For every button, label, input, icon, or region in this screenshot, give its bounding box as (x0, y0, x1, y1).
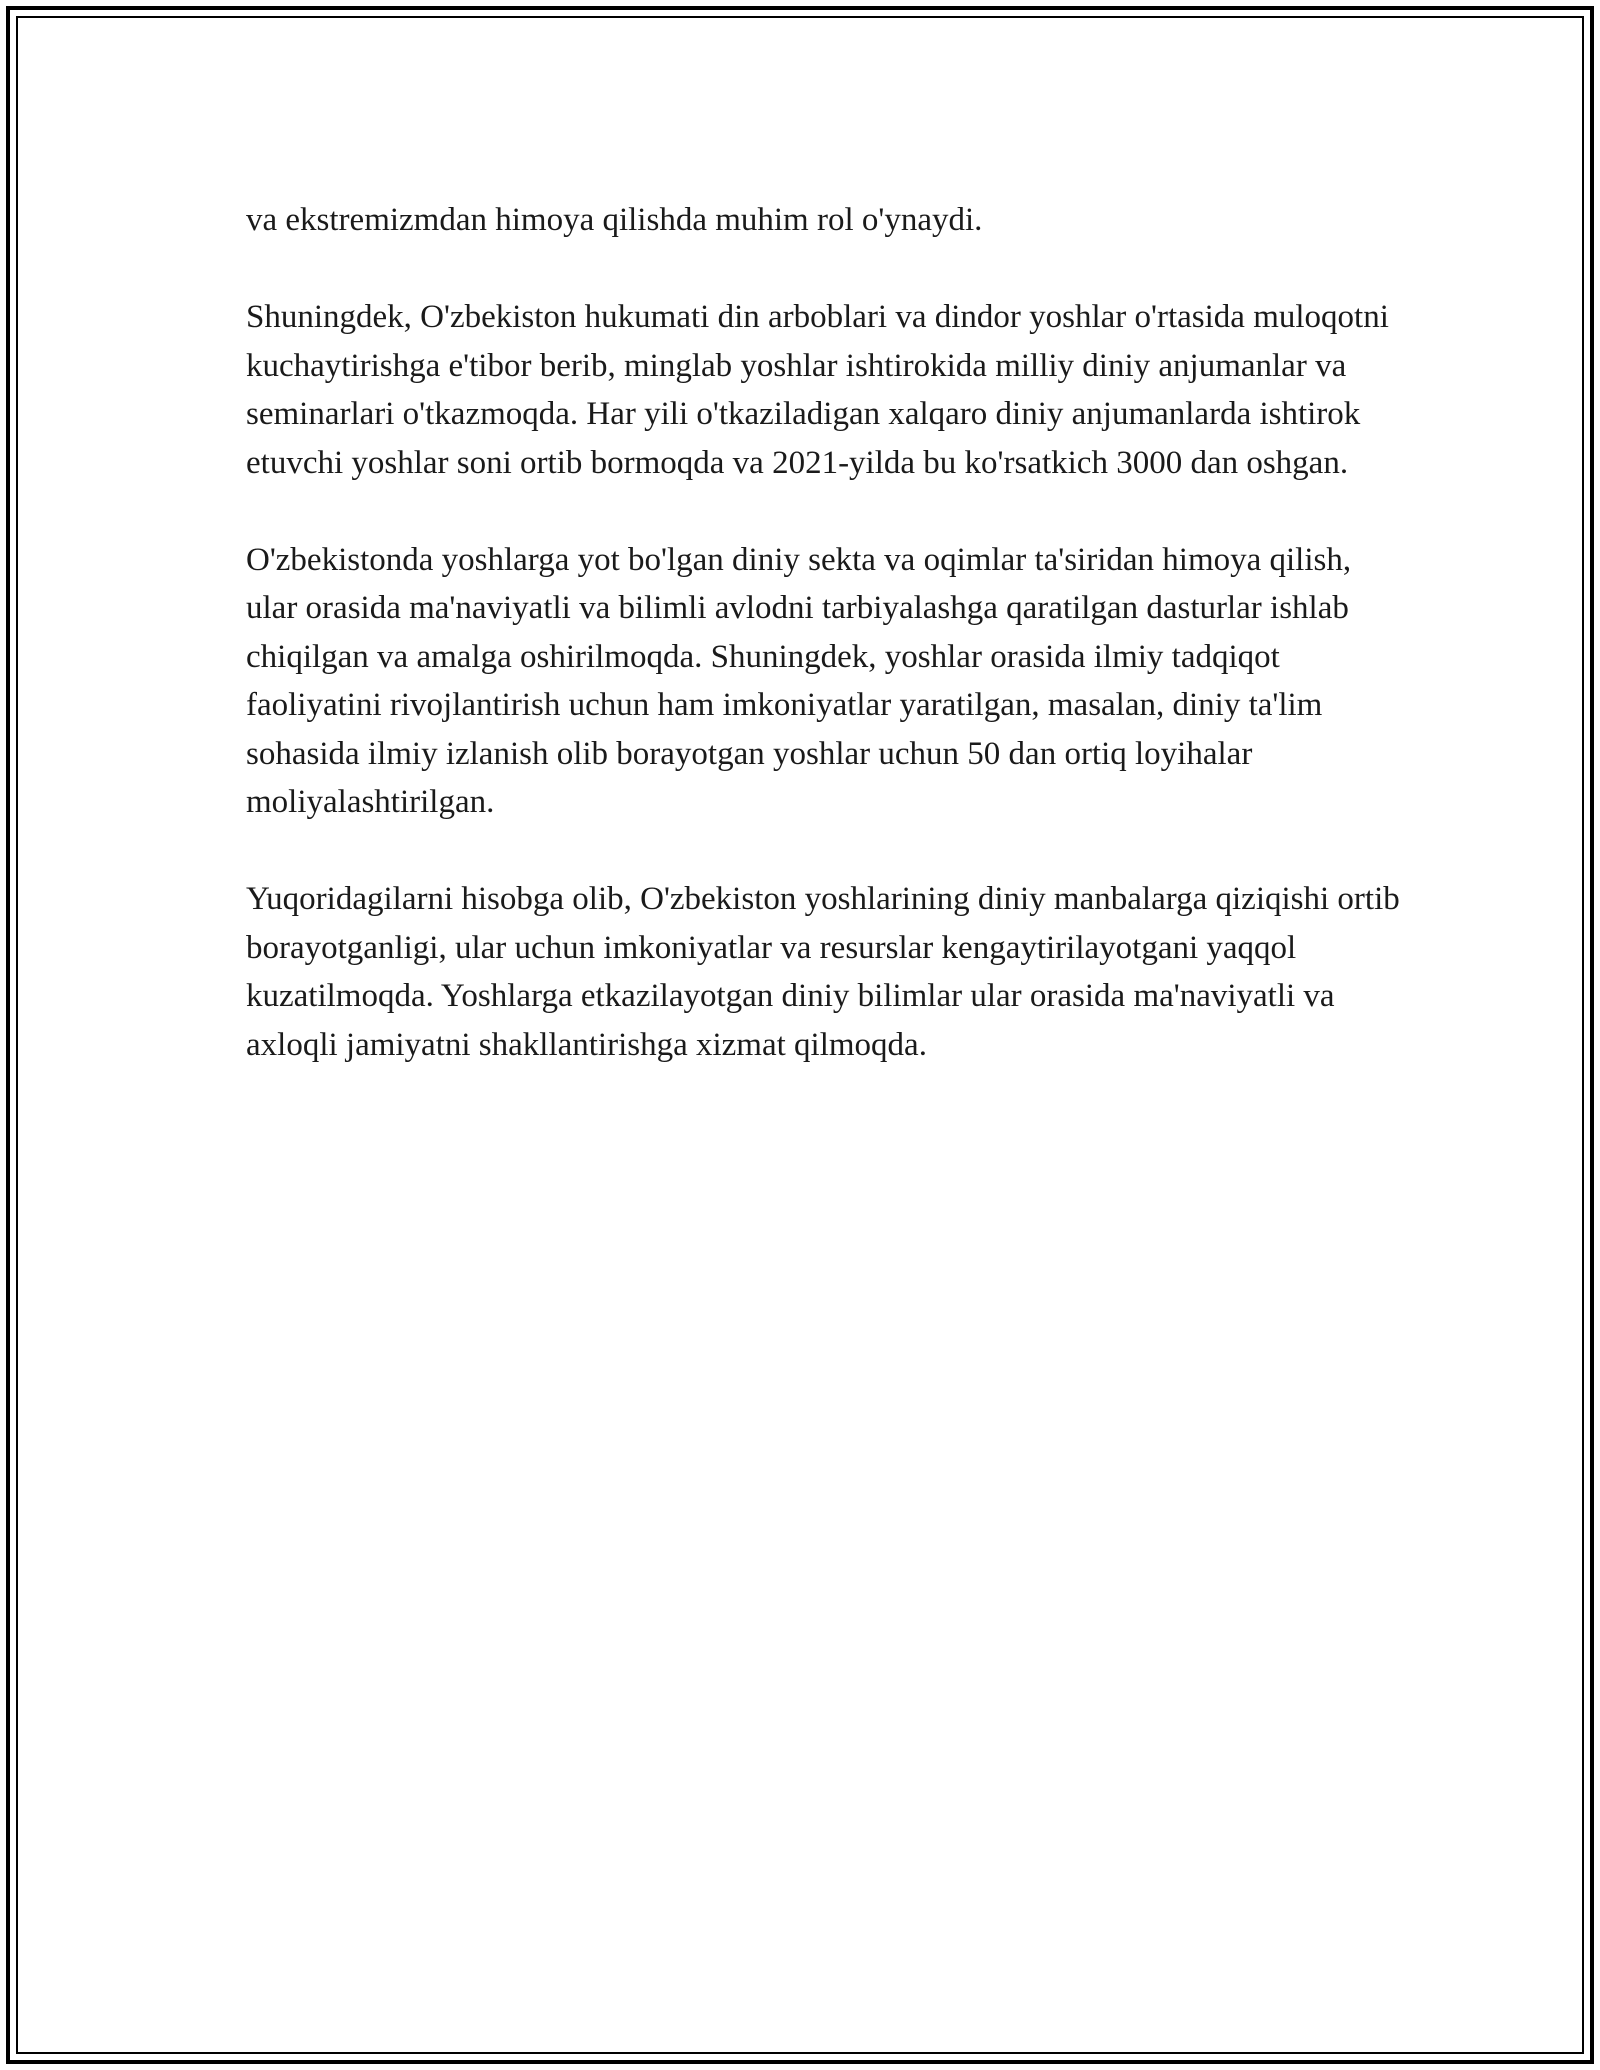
document-body (246, 196, 1406, 1118)
paragraph-programs: O'zbekistonda yoshlarga yot bo'lgan diniy sekta va oqimlar ta'siridan himoya qilish, ular orasida ma'naviyatli va bilimli avlodni tarbiyalashga qaratilgan dasturlar ishlab chiqilgan va amalga oshirilmoqda. Shuningdek, yoshlar orasida ilmiy tadqiqot faoliyatini rivojlantirish uchun ham imkoniyatlar yaratilgan, masalan, diniy ta'lim sohasida ilmiy izlanish olib borayotgan yoshlar uchun 50 dan ortiq loyihalar moliyalashtirilgan. (246, 541, 1352, 820)
paragraph-continuation: va ekstremizmdan himoya qilishda muhim rol o'ynaydi. (246, 202, 983, 238)
paragraph-conclusion: Yuqoridagilarni hisobga olib, O'zbekiston yoshlarining diniy manbalarga qiziqishi ortib borayotganligi, ular uchun imkoniyatlar va resurslar kengaytirilayotgani yaqqol kuzatilmoqda. Yoshlarga etkazilayotgan diniy bilimlar ular orasida ma'naviyatli va axloqli jamiyatni shakllantirishga xizmat qilmoqda. (246, 881, 1400, 1063)
paragraph-dialogue: Shuningdek, O'zbekiston hukumati din arboblari va dindor yoshlar o'rtasida muloqotni kuchaytirishga e'tibor berib, minglab yoshlar ishtirokida milliy diniy anjumanlar va seminarlari o'tkazmoqda. Har yili o'tkaziladigan xalqaro diniy anjumanlarda ishtirok etuvchi yoshlar soni ortib bormoqda va 2021-yilda bu ko'rsatkich 3000 dan oshgan. (246, 299, 1389, 481)
page-frame (6, 6, 1594, 2064)
